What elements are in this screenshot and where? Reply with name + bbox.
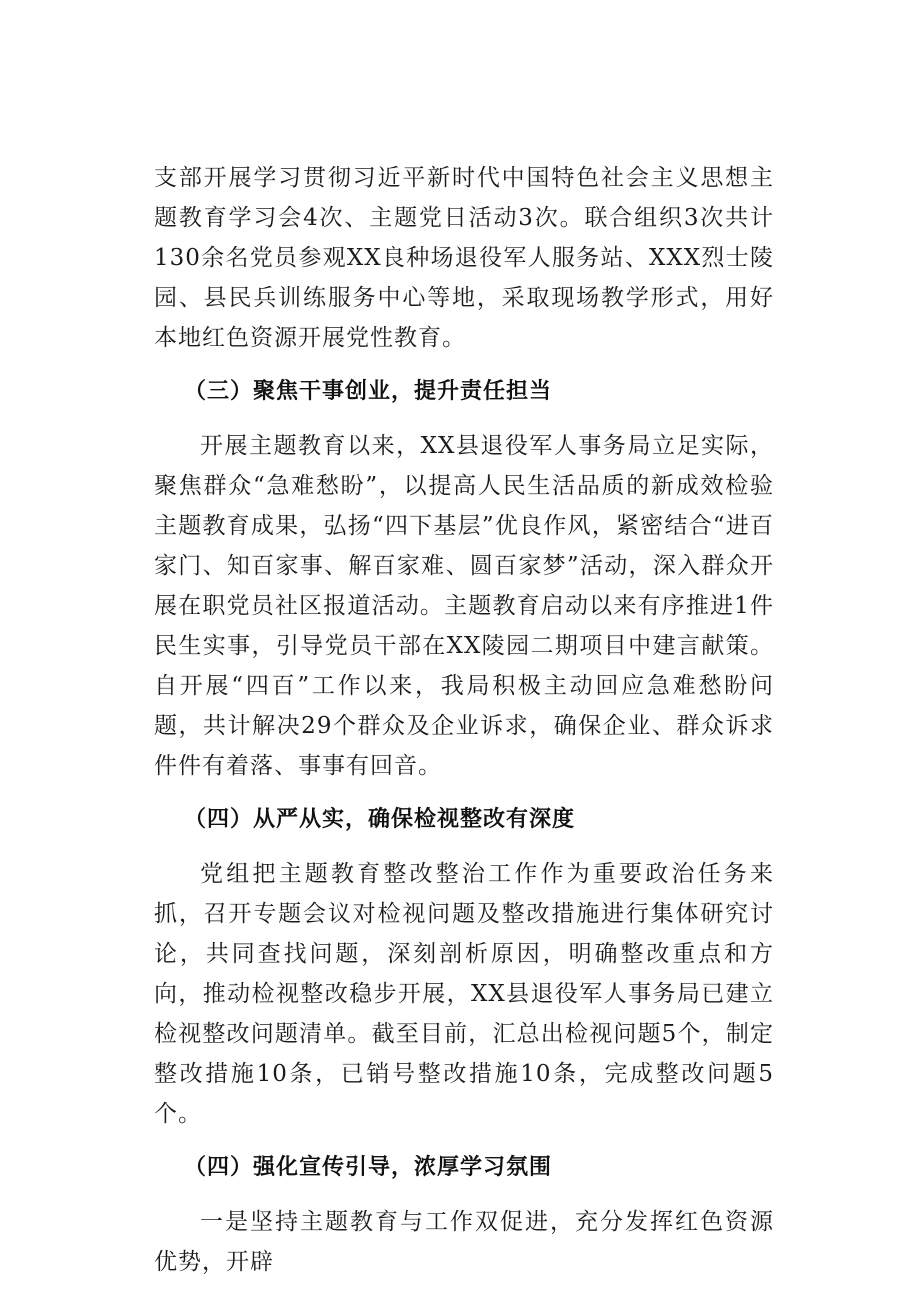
- section-heading-4-rectification: （四）从严从实，确保检视整改有深度: [184, 807, 576, 832]
- document-body: [154, 158, 774, 1296]
- paragraph-focus-entrepreneurship: 开展主题教育以来，XX县退役军人事务局立足实际，聚焦群众“急难愁盼”，以提高人民生活品质的新成效检验主题教育成果，弘扬“四下基层”优良作风，紧密结合“进百家门、知百家事、解百家难、圆百家梦”活动，深入群众开展在职党员社区报道活动。主题教育启动以来有序推进1件民生实事，引导党员干部在XX陵园二期项目中建言献策。自开展“四百”工作以来，我局积极主动回应急难愁盼问题，共计解决29个群众及企业诉求，确保企业、群众诉求件件有着落、事事有回音。: [154, 433, 774, 779]
- paragraph-rectification: 党组把主题教育整改整治工作作为重要政治任务来抓，召开专题会议对检视问题及整改措施进行集体研究讨论，共同查找问题，深刻剖析原因，明确整改重点和方向，推动检视整改稳步开展，XX县退役军人事务局已建立检视整改问题清单。截至目前，汇总出检视问题5个，制定整改措施10条，已销号整改措施10条，完成整改问题5个。: [154, 861, 774, 1127]
- paragraph-publicity: 一是坚持主题教育与工作双促进，充分发挥红色资源优势，开辟: [154, 1209, 774, 1275]
- paragraph-party-branch-study: 支部开展学习贯彻习近平新时代中国特色社会主义思想主题教育学习会4次、主题党日活动3次。联合组织3次共计130余名党员参观XX良种场退役军人服务站、XXX烈士陵园、县民兵训练服务中心等地，采取现场教学形式，用好本地红色资源开展党性教育。: [154, 165, 774, 351]
- section-heading-4-publicity: （四）强化宣传引导，浓厚学习氛围: [184, 1155, 553, 1180]
- section-heading-3: （三）聚焦干事创业，提升责任担当: [184, 379, 553, 404]
